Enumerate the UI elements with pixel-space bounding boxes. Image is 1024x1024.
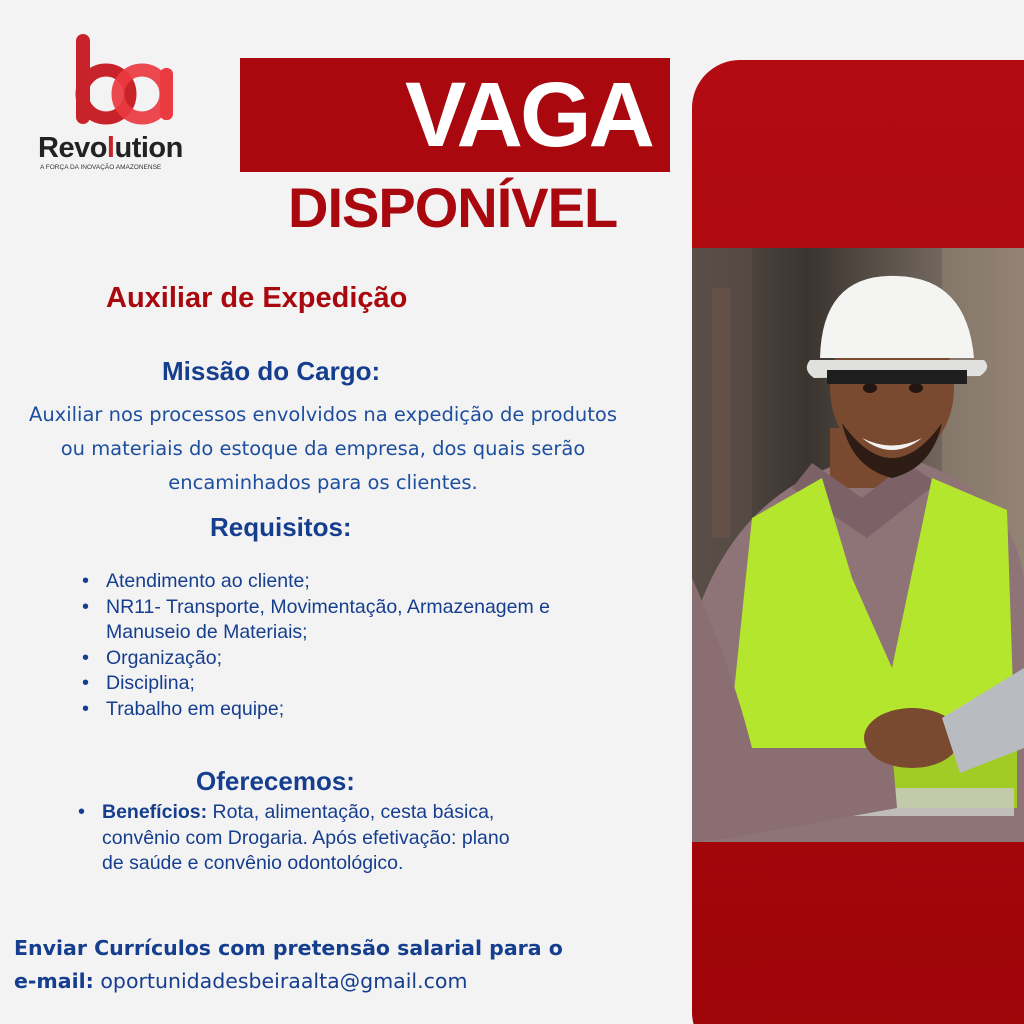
vaga-banner xyxy=(240,58,670,172)
logo-wordmark: Revolution xyxy=(38,132,183,164)
logo-mark-icon xyxy=(72,32,182,128)
email-address[interactable]: oportunidadesbeiraalta@gmail.com xyxy=(100,969,468,993)
job-title: Auxiliar de Expedição xyxy=(106,282,408,314)
mission-heading: Missão do Cargo: xyxy=(162,356,381,386)
benefits-text: Rota, alimentação, cesta básica, convênio com Drogaria. Após efetivação: plano de saúde e convênio odontológico. xyxy=(102,801,510,874)
worker-photo xyxy=(692,248,1024,842)
list-item: • Trabalho em equipe; xyxy=(80,697,560,723)
list-item: • Atendimento ao cliente; xyxy=(80,569,560,595)
benefits-item xyxy=(76,800,526,877)
mission-description: Auxiliar nos processos envolvidos na expedição de produtos ou materiais do estoque da empresa, dos quais serão encaminhados para os clientes. xyxy=(28,403,617,494)
email-label: e-mail: xyxy=(14,969,94,993)
requirements-list xyxy=(80,569,560,722)
offer-heading: Oferecemos: xyxy=(196,766,355,796)
offer-list xyxy=(76,800,526,877)
list-item: • Organização; xyxy=(80,646,560,672)
company-logo xyxy=(38,32,218,172)
contact-instructions xyxy=(14,932,654,998)
vaga-title: VAGA xyxy=(405,64,652,166)
logo-tagline: A FORÇA DA INOVAÇÃO AMAZONENSE xyxy=(40,164,162,171)
benefits-label: Benefícios: xyxy=(102,801,208,823)
worker-illustration-icon xyxy=(692,248,1024,842)
list-item: • Disciplina; xyxy=(80,671,560,697)
contact-line: Enviar Currículos com pretensão salarial para o xyxy=(14,936,563,960)
list-item: • NR11- Transporte, Movimentação, Armazenagem e Manuseio de Materiais; xyxy=(80,595,560,646)
requirements-heading: Requisitos: xyxy=(210,512,352,542)
disponivel-title: DISPONÍVEL xyxy=(288,176,618,239)
